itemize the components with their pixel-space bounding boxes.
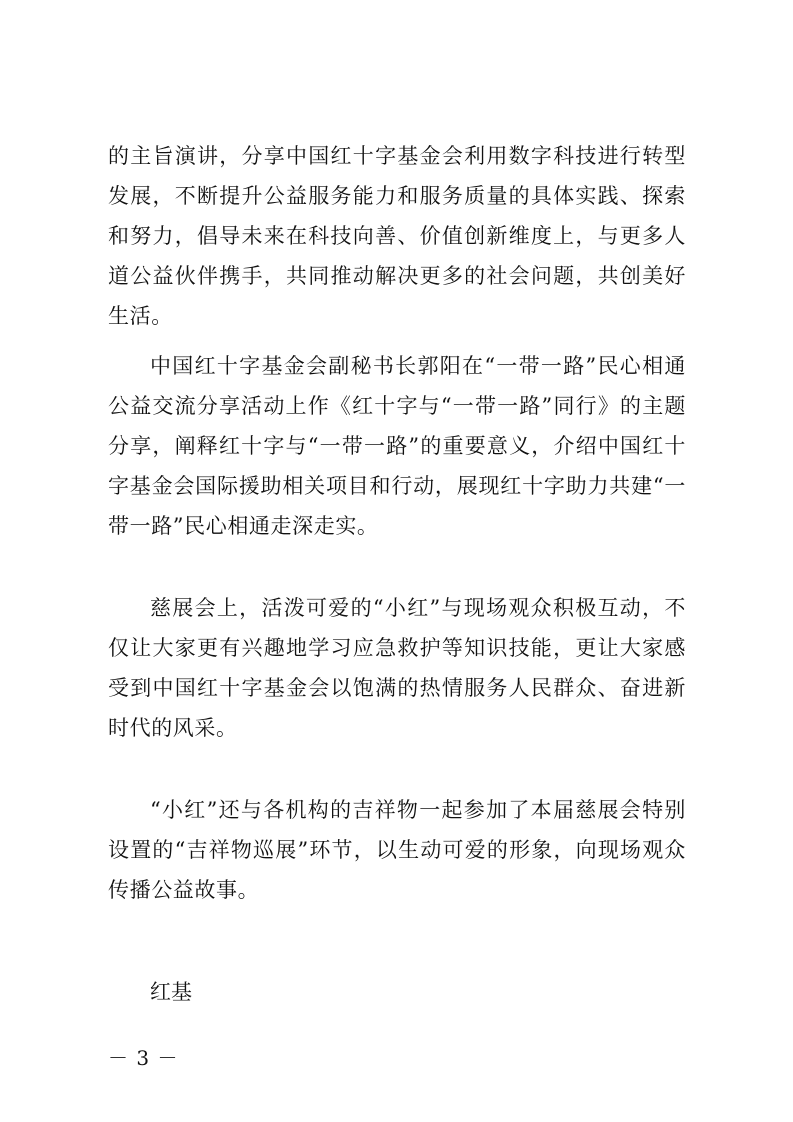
signature: 红基 (150, 980, 192, 1004)
paragraph-mascot-parade: “小红”还与各机构的吉祥物一起参加了本届慈展会特别设置的“吉祥物巡展”环节，以生动可爱的形象，向现场观众传播公益故事。 (108, 798, 686, 902)
paragraph-guo-yang-sharing: 中国红十字基金会副秘书长郭阳在“一带一路”民心相通公益交流分享活动上作《红十字与“一带一路”同行》的主题分享，阐释红十字与“一带一路”的重要意义，介绍中国红十字基金会国际援助相关项目和行动，展现红十字助力共建“一带一路”民心相通走深走实。 (108, 354, 686, 538)
paragraph-xiaohong-interaction: 慈展会上，活泼可爱的“小红”与现场观众积极互动，不仅让大家更有兴趣地学习应急救护等知识技能，更让大家感受到中国红十字基金会以饱满的热情服务人民群众、奋进新时代的风采。 (108, 596, 686, 740)
paragraph-continuation: 的主旨演讲，分享中国红十字基金会利用数字科技进行转型发展，不断提升公益服务能力和服务质量的具体实践、探索和努力，倡导未来在科技向善、价值创新维度上，与更多人道公益伙伴携手，共同推动解决更多的社会问题，共创美好生活。 (108, 144, 686, 328)
page-number: － 3 － (108, 1046, 179, 1070)
